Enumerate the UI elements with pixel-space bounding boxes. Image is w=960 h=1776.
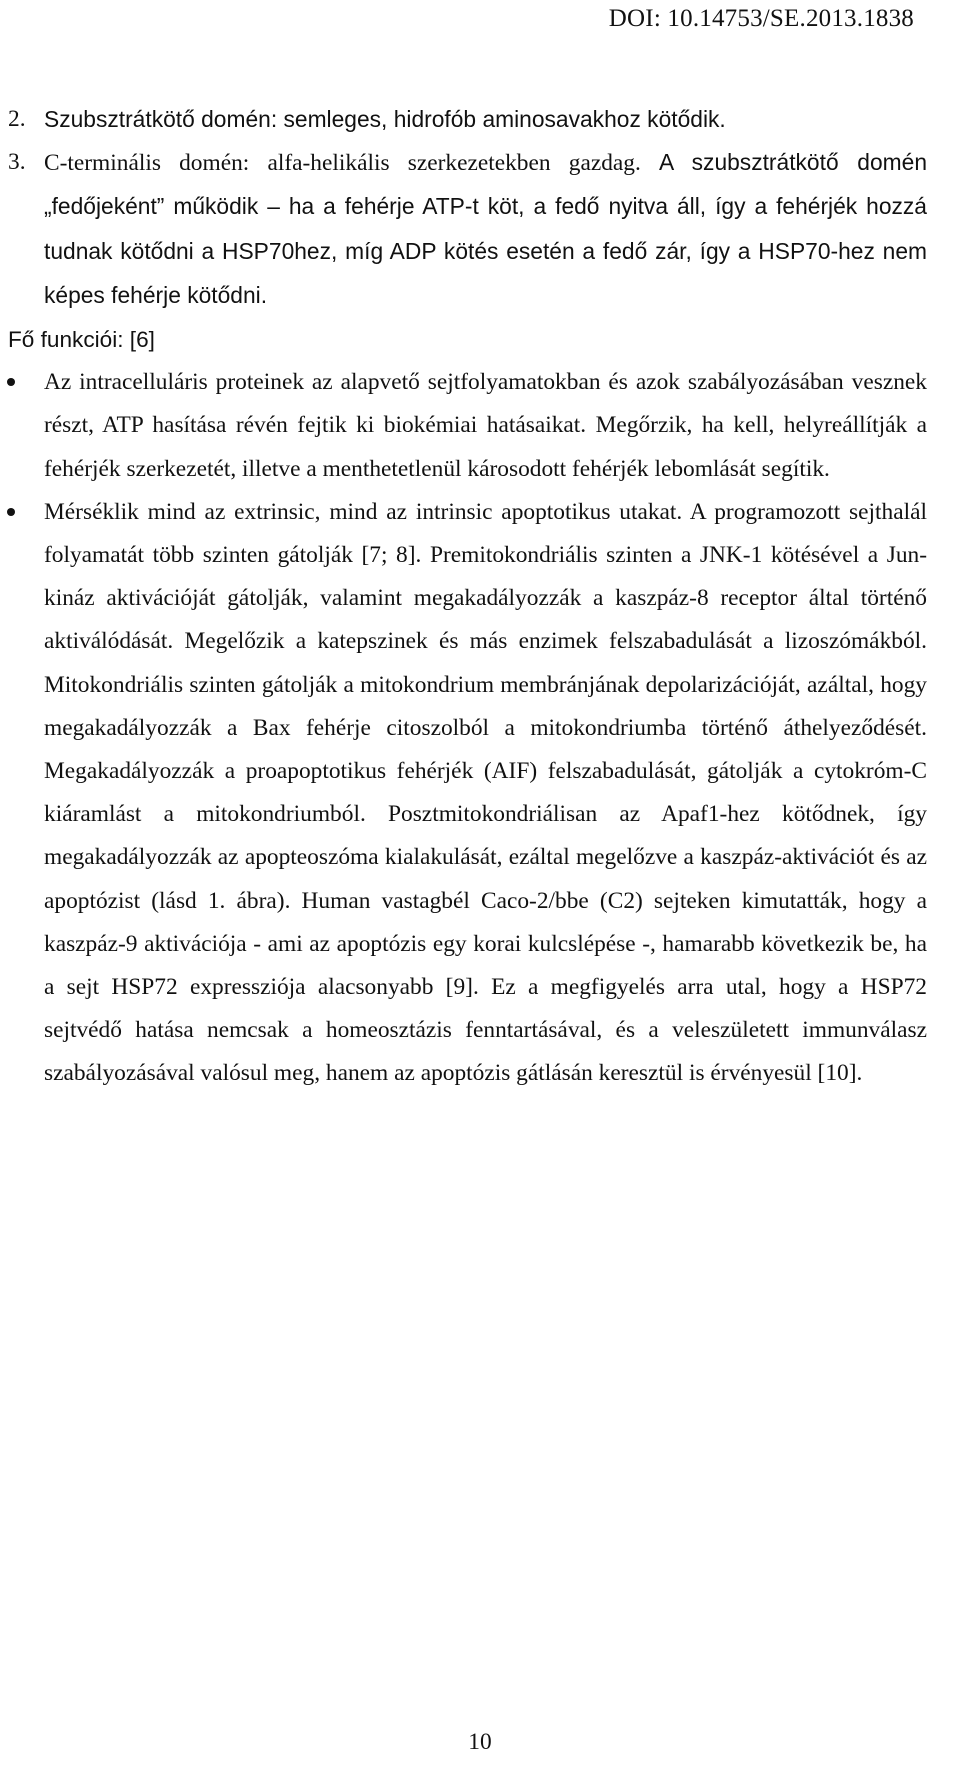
c-terminal-domain-lead: C-terminális domén: alfa-helikális szerkezetekben gazdag.	[44, 150, 641, 177]
numbered-item-3	[8, 141, 927, 318]
bullet-item-apoptosis-inhibition	[44, 491, 927, 1096]
doi-header: DOI: 10.14753/SE.2013.1838	[608, 5, 914, 32]
bullet-item-intracellular-functions	[44, 361, 927, 491]
substrate-binding-domain-text: Szubsztrátkötő domén: semleges, hidrofób aminosavakhoz kötődik.	[44, 106, 726, 132]
functions-bullet-list	[44, 361, 927, 1095]
item-number: 3.	[8, 149, 26, 176]
bullet-icon	[7, 378, 15, 386]
item-number: 2.	[8, 106, 26, 132]
c-terminal-domain-paragraph	[44, 141, 927, 318]
bullet-icon	[7, 508, 15, 516]
main-functions-heading: Fő funkciói: [6]	[8, 327, 155, 353]
page-content	[8, 98, 927, 1096]
numbered-item-2	[8, 98, 927, 141]
page-number: 10	[468, 1729, 492, 1755]
c-terminal-domain-continuation: A szubsztrátkötő domén „fedőjeként” működik – ha a fehérje ATP-t köt, a fedő nyitva áll, így a fehérjék hozzá tudnak kötődni a HSP70hez, míg ADP kötés esetén a fedő zár, így a HSP70-hez nem képes fehérje kötődni.	[44, 149, 927, 308]
bullet-text: Az intracelluláris proteinek az alapvető sejtfolyamatokban és azok szabályozásában vesznek részt, ATP hasítása révén fejtik ki biokémiai hatásaikat. Megőrzik, ha kell, helyreállítják a fehérjék szerkezetét, illetve a menthetetlenül károsodott fehérjék lebomlását segítik.	[44, 369, 927, 482]
bullet-text: Mérséklik mind az extrinsic, mind az intrinsic apoptotikus utakat. A programozott sejthalál folyamatát több szinten gátolják [7; 8]. Premitokondriális szinten a JNK-1 kötésével a Jun-kináz aktivációját gátolják, valamint megakadályozzák a kaszpáz-8 receptor által történő aktiválódását. Megelőzik a katepszinek és más enzimek felszabadulását a lizoszómákból. Mitokondriális szinten gátolják a mitokondrium membránjának depolarizációját, azáltal, hogy megakadályozzák a Bax fehérje citoszolból a mitokondriumba történő áthelyeződését. Megakadályozzák a proapoptotikus fehérjék (AIF) felszabadulását, gátolják a cytokróm-C kiáramlást a mitokondriumból. Posztmitokondriálisan az Apaf1-hez kötődnek, így megakadályozzák az apopteoszóma kialakulását, ezáltal megelőzve a kaszpáz-aktivációt és az apoptózist (lásd 1. ábra). Human vastagbél Caco-2/bbe (C2) sejteken kimutatták, hogy a kaszpáz-9 aktivációja - ami az apoptózis egy korai kulcslépése -, hamarabb következik be, ha a sejt HSP72 expressziója alacsonyabb [9]. Ez a megfigyelés arra utal, hogy a HSP72 sejtvédő hatása nemcsak a homeosztázis fenntartásával, és a veleszületett immunválasz szabályozásával valósul meg, hanem az apoptózis gátlásán keresztül is érvényesül [10].	[44, 498, 927, 1087]
